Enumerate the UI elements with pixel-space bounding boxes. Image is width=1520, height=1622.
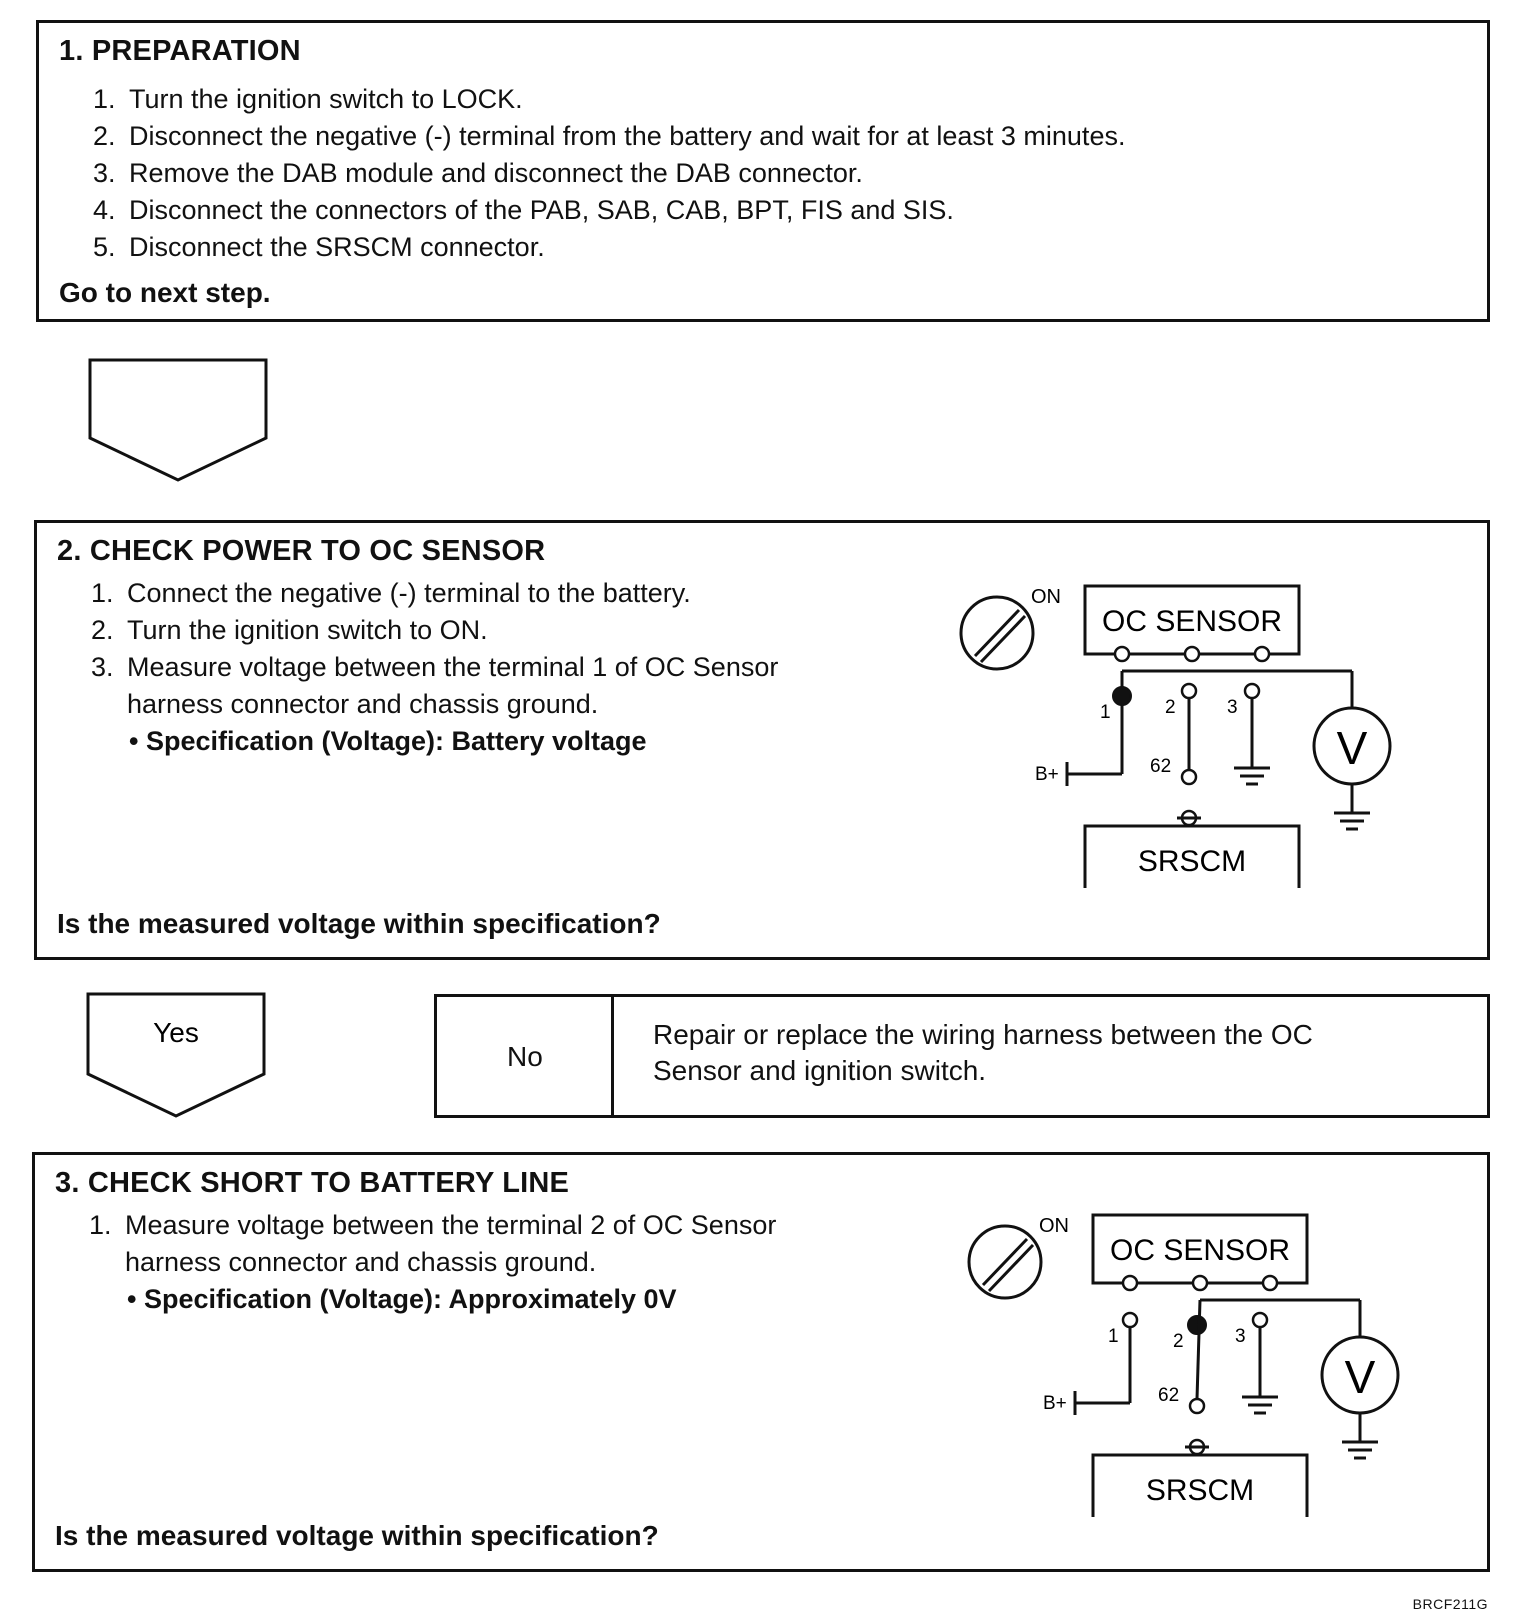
step3-question: Is the measured voltage within specification?	[55, 1520, 659, 1551]
no-branch-box	[434, 994, 1490, 1118]
step1-title: 1. PREPARATION	[59, 35, 301, 67]
pin-1-label: 1	[1100, 702, 1111, 723]
no-branch-divider	[611, 997, 614, 1115]
no-action-text: Repair or replace the wiring harness between the OC Sensor and ignition switch.	[653, 1019, 1313, 1086]
battery-label: B+	[1043, 1393, 1067, 1414]
step1-list	[93, 81, 1473, 266]
srscm-label: SRSCM	[1137, 845, 1247, 878]
voltmeter-label: V	[1336, 722, 1368, 774]
switch-on-label: ON	[1039, 1215, 1069, 1237]
step2-item-1: 1. Connect the negative (-) terminal to the battery.	[91, 578, 691, 608]
step1-footer: Go to next step.	[59, 277, 271, 308]
step3-spec: • Specification (Voltage): Approximately 0V	[127, 1284, 677, 1314]
srscm-label: SRSCM	[1145, 1474, 1255, 1507]
pin-1-label: 1	[1108, 1326, 1119, 1347]
pin-2-label: 2	[1165, 697, 1176, 718]
step1-box	[36, 20, 1490, 322]
step3-title: 3. CHECK SHORT TO BATTERY LINE	[55, 1167, 570, 1199]
step3-list	[89, 1207, 879, 1318]
pin-62-label: 62	[1158, 1385, 1180, 1406]
step2-question: Is the measured voltage within specification?	[57, 908, 661, 939]
voltmeter-label: V	[1344, 1351, 1376, 1403]
step3-item-1: 1. Measure voltage between the terminal 2 of OC Sensor harness connector and chassis ground. • Specification (Voltage): Approximately 0V	[89, 1207, 879, 1318]
battery-label: B+	[1035, 764, 1059, 785]
pin-3-label: 3	[1227, 697, 1238, 718]
flow-arrow-1	[88, 358, 268, 484]
ignition-switch-icon	[969, 1226, 1041, 1298]
circuit-diagram-step3	[965, 1197, 1435, 1517]
step3-box	[32, 1152, 1490, 1572]
circuit-diagram-step2	[957, 568, 1427, 888]
oc-sensor-label: OC SENSOR	[1109, 1234, 1291, 1267]
step1-item-1: 1. Turn the ignition switch to LOCK.	[93, 84, 523, 114]
pin-2-label: 2	[1173, 1331, 1184, 1352]
yes-arrow	[86, 992, 266, 1120]
step1-item-5: 5. Disconnect the SRSCM connector.	[93, 232, 545, 262]
step2-list	[91, 575, 871, 760]
step2-item-2: 2. Turn the ignition switch to ON.	[91, 615, 488, 645]
step1-item-3: 3. Remove the DAB module and disconnect the DAB connector.	[93, 158, 863, 188]
figure-reference: BRCF211G	[1412, 1596, 1488, 1612]
step1-item-2: 2. Disconnect the negative (-) terminal from the battery and wait for at least 3 minutes.	[93, 121, 1126, 151]
step1-item-4: 4. Disconnect the connectors of the PAB, SAB, CAB, BPT, FIS and SIS.	[93, 195, 954, 225]
yes-label: Yes	[153, 1017, 199, 1048]
no-label: No	[507, 1041, 543, 1072]
step2-title: 2. CHECK POWER TO OC SENSOR	[57, 535, 546, 567]
pin-62-label: 62	[1150, 756, 1172, 777]
step2-box	[34, 520, 1490, 960]
pin-3-label: 3	[1235, 1326, 1246, 1347]
switch-on-label: ON	[1031, 586, 1061, 608]
step2-item-3: 3. Measure voltage between the terminal 1 of OC Sensor harness connector and chassis ground. • Specification (Voltage): Battery voltage	[91, 649, 871, 760]
oc-sensor-label: OC SENSOR	[1101, 605, 1283, 638]
ignition-switch-icon	[961, 597, 1033, 669]
step2-spec: • Specification (Voltage): Battery voltage	[129, 726, 647, 756]
